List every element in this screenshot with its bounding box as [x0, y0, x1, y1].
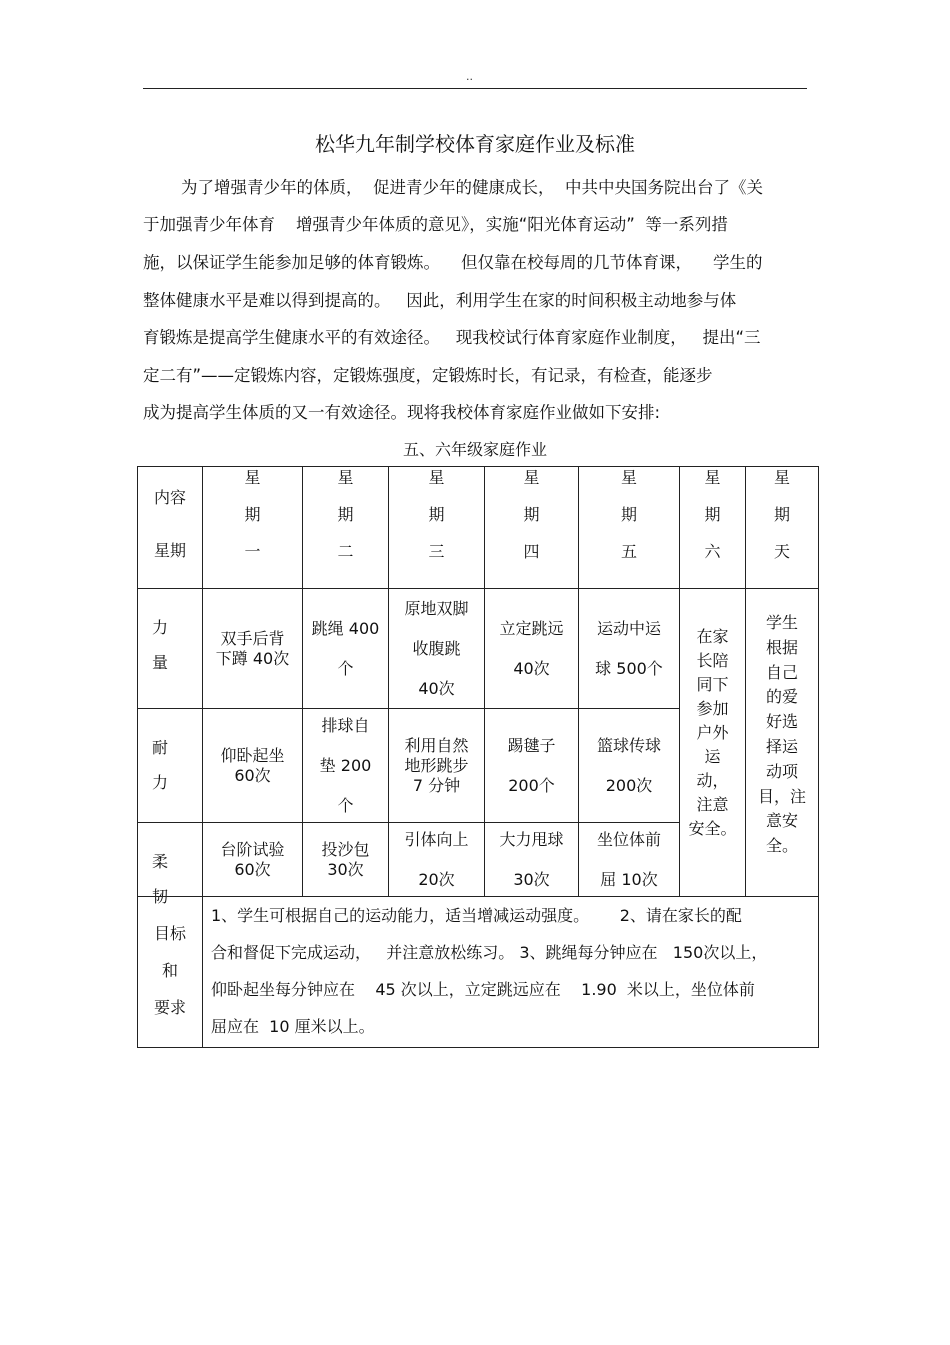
goal-line: 仰卧起坐每分钟应在 45 次以上，立定跳远应在 1.90 米以上，坐位体前 — [211, 980, 755, 999]
row-label-cell — [137, 588, 203, 709]
activity-text: 篮球传球 200次 — [596, 736, 661, 795]
day-header-cell — [578, 466, 680, 589]
row-label-cell — [137, 708, 203, 823]
goal-line: 屈应在 10 厘米以上。 — [211, 1017, 375, 1036]
row-label-cell — [137, 822, 203, 907]
activity-cell — [484, 822, 579, 897]
activity-text: 利用自然 地形跳步 7 分钟 — [404, 736, 469, 795]
sunday-text: 学生 根据 自己 的爱 好选 择运 动项 目，注 意安 全。 — [757, 613, 806, 856]
saturday-text: 在家 长陪 同下 参加 户外 运 动， 注意 安全。 — [688, 627, 737, 838]
row-label-text: 柔 韧 — [152, 852, 169, 907]
activity-text: 运动中运 球 500个 — [595, 619, 663, 678]
header-rule — [143, 88, 807, 89]
activity-text: 坐位体前 屈 10次 — [596, 830, 661, 889]
activity-text: 双手后背 下蹲 40次 — [215, 629, 290, 668]
day-header-text: 星 期 一 — [244, 468, 261, 561]
goal-label-text: 目标 和 要求 — [153, 924, 186, 1017]
activity-cell — [578, 708, 680, 823]
corner-header-cell — [137, 466, 203, 589]
paragraph-line-6: 定二有”——定锻炼内容，定锻炼强度，定锻炼时长，有记录，有检查，能逐步 — [143, 366, 713, 385]
activity-cell — [388, 588, 485, 709]
day-header-text: 星 期 六 — [704, 468, 721, 561]
activity-text: 投沙包 30次 — [321, 840, 370, 879]
activity-cell — [302, 822, 389, 897]
day-header-text: 星 期 五 — [620, 468, 637, 561]
row-label-text: 耐 力 — [152, 738, 169, 793]
goal-line: 1、学生可根据自己的运动能力，适当增减运动强度。 2、请在家长的配 — [211, 906, 742, 925]
row-label-text: 力 量 — [152, 618, 169, 673]
activity-cell — [388, 822, 485, 897]
paragraph-line-2: 于加强青少年体育 增强青少年体质的意见》，实施“阳光体育运动” 等一系列措 — [143, 215, 728, 234]
activity-cell — [484, 708, 579, 823]
activity-text: 原地双脚 收腹跳 40次 — [404, 599, 469, 698]
activity-cell — [484, 588, 579, 709]
day-header-text: 星 期 天 — [773, 468, 790, 561]
activity-text: 排球自 垫 200 个 — [319, 716, 372, 815]
activity-cell — [202, 588, 303, 709]
header-marker: .. — [466, 70, 473, 83]
paragraph-line-3: 施，以保证学生能参加足够的体育锻炼。 但仅靠在校每周的几节体育课， 学生的 — [143, 253, 763, 272]
corner-header-text: 内容 星期 — [153, 488, 186, 560]
activity-text: 立定跳远 40次 — [499, 619, 564, 678]
paragraph-line-1: 为了增强青少年的体质， 促进青少年的健康成长， 中共中央国务院出台了《关 — [181, 178, 763, 197]
activity-cell — [302, 708, 389, 823]
activity-text: 仰卧起坐 60次 — [220, 746, 285, 785]
activity-cell — [388, 708, 485, 823]
activity-text: 踢毽子 200个 — [507, 736, 556, 795]
activity-text: 台阶试验 60次 — [220, 840, 285, 879]
activity-cell — [302, 588, 389, 709]
paragraph-line-5: 育锻炼是提高学生健康水平的有效途径。 现我校试行体育家庭作业制度， 提出“三 — [143, 328, 761, 347]
paragraph-line-7: 成为提高学生体质的又一有效途径。现将我校体育家庭作业做如下安排: — [143, 403, 661, 422]
day-header-cell — [484, 466, 579, 589]
activity-text: 大力甩球 30次 — [499, 830, 564, 889]
activity-cell — [578, 822, 680, 897]
document-title: 松华九年制学校体育家庭作业及标准 — [315, 132, 635, 156]
activity-text: 引体向上 20次 — [404, 830, 469, 889]
day-header-cell — [302, 466, 389, 589]
day-header-text: 星 期 四 — [523, 468, 540, 561]
saturday-cell — [679, 588, 746, 897]
goal-content-cell — [202, 896, 819, 1048]
sunday-cell — [745, 588, 819, 897]
day-header-cell — [679, 466, 746, 589]
activity-cell — [202, 708, 303, 823]
activity-cell — [202, 822, 303, 897]
day-header-text: 星 期 二 — [337, 468, 354, 561]
day-header-cell — [745, 466, 819, 589]
goal-label-cell — [137, 896, 203, 1048]
day-header-cell — [388, 466, 485, 589]
goal-line: 合和督促下完成运动， 并注意放松练习。 3、跳绳每分钟应在 150次以上， — [211, 943, 768, 962]
paragraph-line-4: 整体健康水平是难以得到提高的。 因此，利用学生在家的时间积极主动地参与体 — [143, 291, 737, 310]
day-header-text: 星 期 三 — [428, 468, 445, 561]
activity-text: 跳绳 400 个 — [311, 619, 380, 678]
table-title: 五、六年级家庭作业 — [402, 440, 547, 459]
day-header-cell — [202, 466, 303, 589]
activity-cell — [578, 588, 680, 709]
